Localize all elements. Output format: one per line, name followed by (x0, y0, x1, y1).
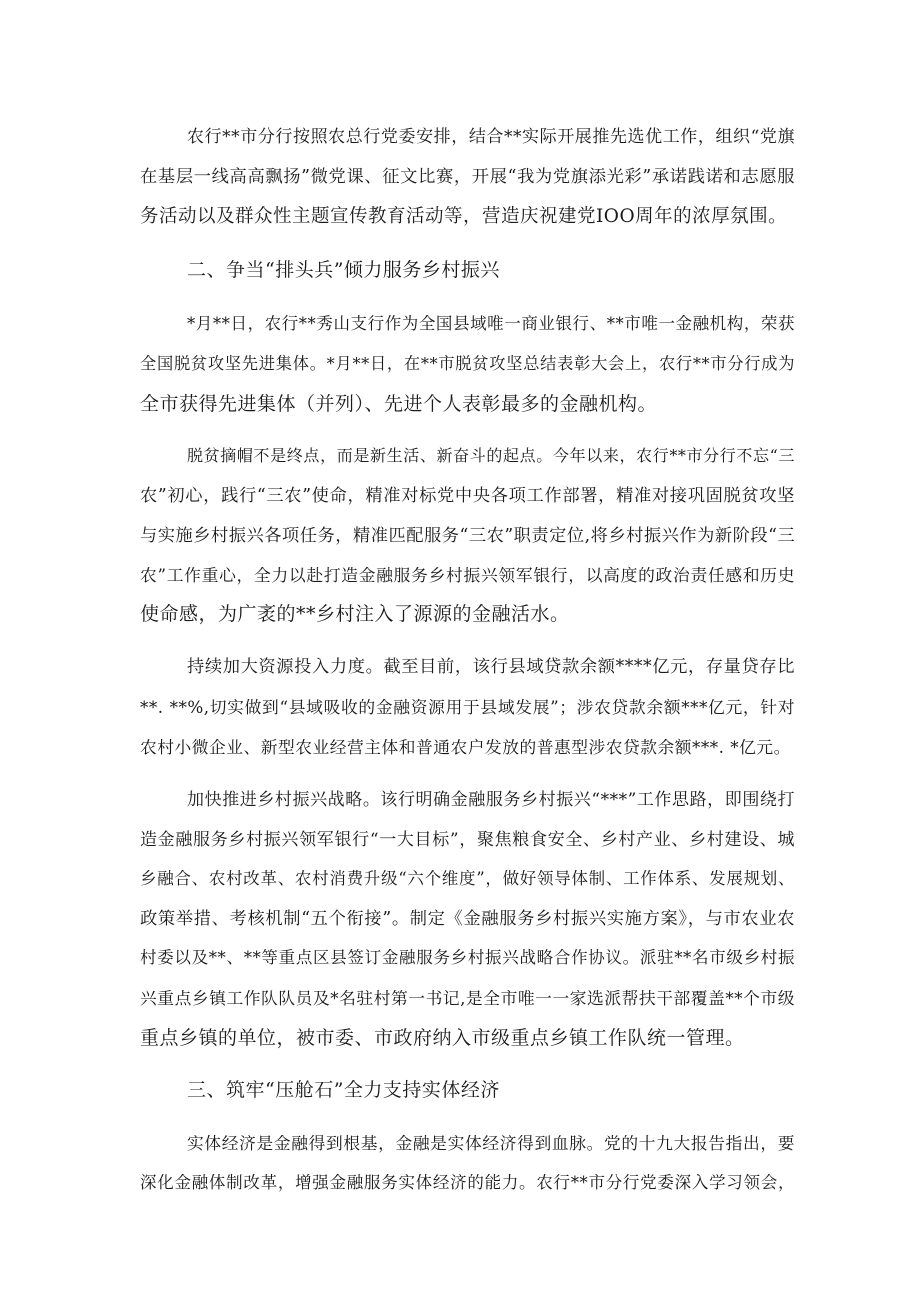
text-line: 全市获得先进集体（并列）、先进个人表彰最多的金融机构。 (140, 393, 658, 415)
section-heading: 二、争当“排头兵”倾力服务乡村振兴 (187, 259, 500, 281)
section-heading: 三、筑牢“压舱石”全力支持实体经济 (187, 1079, 500, 1101)
text-line: 务活动以及群众性主题宣传教育活动等，营造庆祝建党IOO周年的浓厚氛围。 (140, 206, 788, 227)
text-line: 在基层一线高高飘扬”微党课、征文比赛，开展“我为党旗添光彩”承诺践诺和志愿服 (140, 167, 795, 187)
text-line: 深化金融体制改革，增强金融服务实体经济的能力。农行**市分行党委深入学习领会， (140, 1173, 795, 1192)
text-line: 农村小微企业、新型农业经营主体和普通农户发放的普惠型涉农贷款余额***. *亿元。 (140, 737, 791, 757)
text-line: 实体经济是金融得到根基，金融是实体经济得到血脉。党的十九大报告指出，要 (187, 1133, 795, 1153)
text-line: *月**日，农行**秀山支行作为全国县域唯一商业银行、**市唯一金融机构，荣获 (187, 314, 795, 333)
text-line: 加快推进乡村振兴战略。该行明确金融服务乡村振兴“***”工作思路，即围绕打 (187, 790, 795, 810)
text-line: 农行**市分行按照农总行党委安排，结合**实际开展推先选优工作，组织“党旗 (187, 127, 795, 147)
text-line: 乡融合、农村改革、农村消费升级“六个维度”，做好领导体制、工作体系、发展规划、 (140, 869, 795, 888)
text-line: 重点乡镇的单位，被市委、市政府纳入市级重点乡镇工作队统一管理。 (140, 1027, 745, 1049)
text-line: 持续加大资源投入力度。截至目前，该行县域贷款余额****亿元，存量贷存比 (187, 657, 795, 677)
text-line: 政策举措、考核机制“五个衔接”。制定《金融服务乡村振兴实施方案》，与市农业农 (140, 909, 795, 929)
text-line: 农”初心，践行“三农”使命，精准对标党中央各项工作部署，精准对接巩固脱贫攻坚 (140, 486, 795, 506)
text-line: 造金融服务乡村振兴领军银行“一大目标”，聚焦粮食安全、乡村产业、乡村建设、城 (140, 830, 795, 850)
text-line: 全国脱贫攻坚先进集体。*月**日，在**市脱贫攻坚总结表彰大会上，农行**市分行成为 (140, 354, 795, 373)
text-line: **. **%,切实做到“县域吸收的金融资源用于县域发展”；涉农贷款余额***亿元，针对 (140, 697, 795, 717)
text-line: 与实施乡村振兴各项任务，精准匹配服务“三农”职责定位,将乡村振兴作为新阶段“三 (140, 526, 796, 546)
text-line: 农”工作重心，全力以赴打造金融服务乡村振兴领军银行，以高度的政治责任感和历史 (140, 565, 795, 585)
text-line: 脱贫摘帽不是终点，而是新生活、新奋斗的起点。今年以来，农行**市分行不忘“三 (187, 446, 795, 465)
text-line: 使命感，为广袤的**乡村注入了源源的金融活水。 (140, 603, 570, 625)
text-line: 村委以及**、**等重点区县签订金融服务乡村振兴战略合作协议。派驻**名市级乡村振 (140, 948, 795, 967)
text-line: 兴重点乡镇工作队队员及*名驻村第一书记,是全市唯一一家选派帮扶干部覆盖**个市级 (140, 988, 795, 1008)
